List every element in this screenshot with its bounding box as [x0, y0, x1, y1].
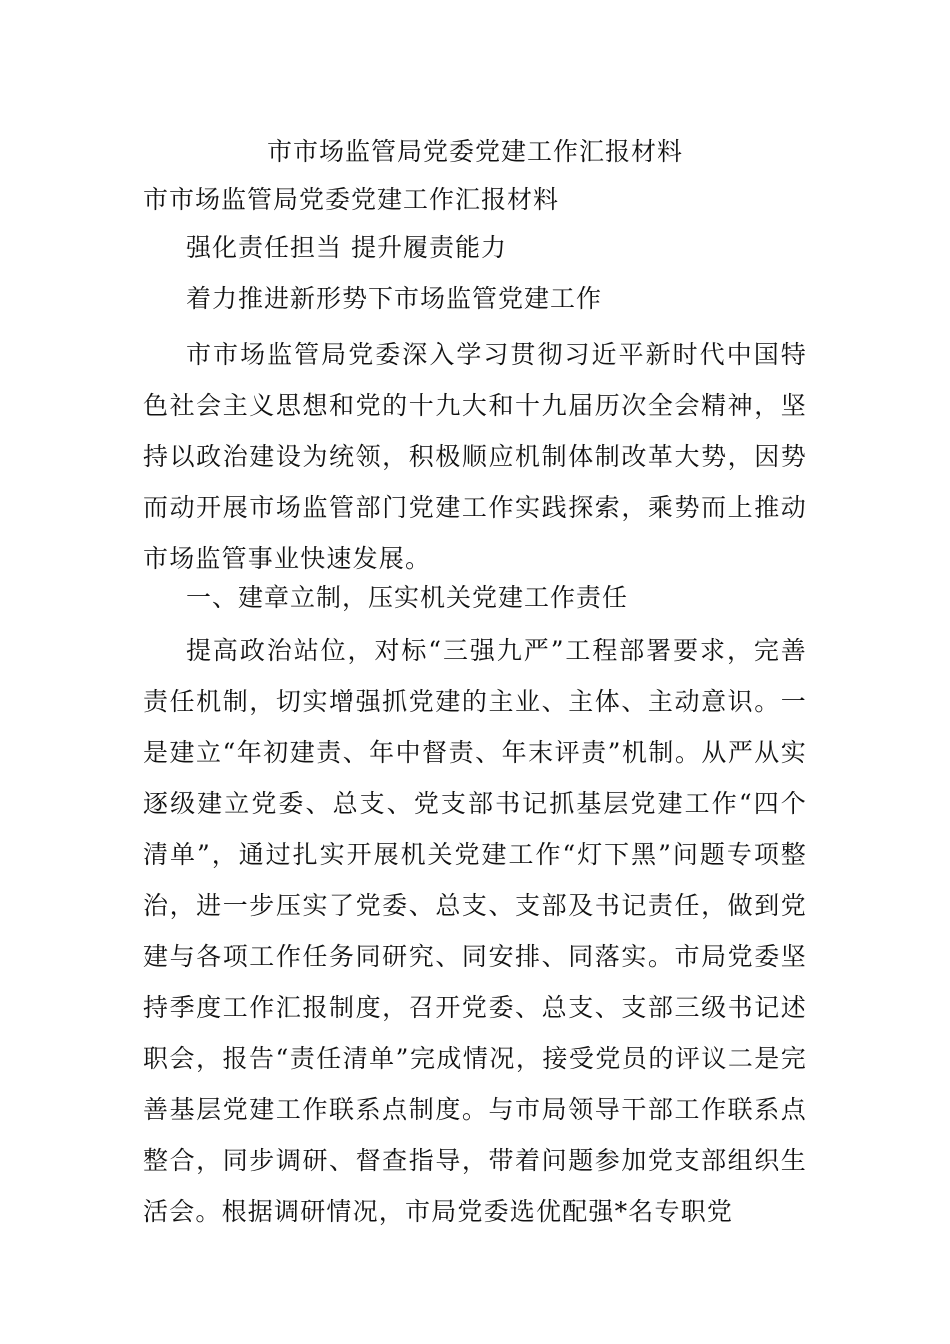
- intro-paragraph: 市市场监管局党委深入学习贯彻习近平新时代中国特色社会主义思想和党的十九大和十九届历次全会精神，坚持以政治建设为统领，积极顺应机制体制改革大势，因势而动开展市场监管部门党建工作实践探索，乘势而上推动市场监管事业快速发展。: [143, 340, 807, 573]
- section-1-paragraph: 提高政治站位，对标“三强九严”工程部署要求，完善责任机制，切实增强抓党建的主业、主体、主动意识。一是建立“年初建责、年中督责、年末评责”机制。从严从实逐级建立党委、总支、党支部书记抓基层党建工作“四个清单”，通过扎实开展机关党建工作“灯下黑”问题专项整治，进一步压实了党委、总支、支部及书记责任，做到党建与各项工作任务同研究、同安排、同落实。市局党委坚持季度工作汇报制度，召开党委、总支、支部三级书记述职会，报告“责任清单”完成情况，接受党员的评议二是完善基层党建工作联系点制度。与市局领导干部工作联系点整合，同步调研、督查指导，带着问题参加党支部组织生活会。根据调研情况，市局党委选优配强*名专职党: [143, 636, 807, 1226]
- section-1-heading: 一、建章立制，压实机关党建工作责任: [186, 583, 629, 612]
- document-title: 市市场监管局党委党建工作汇报材料: [266, 137, 683, 166]
- document-subtitle: 市市场监管局党委党建工作汇报材料: [143, 185, 560, 214]
- heading-line-2: 着力推进新形势下市场监管党建工作: [186, 284, 603, 313]
- heading-line-1: 强化责任担当 提升履责能力: [186, 233, 507, 262]
